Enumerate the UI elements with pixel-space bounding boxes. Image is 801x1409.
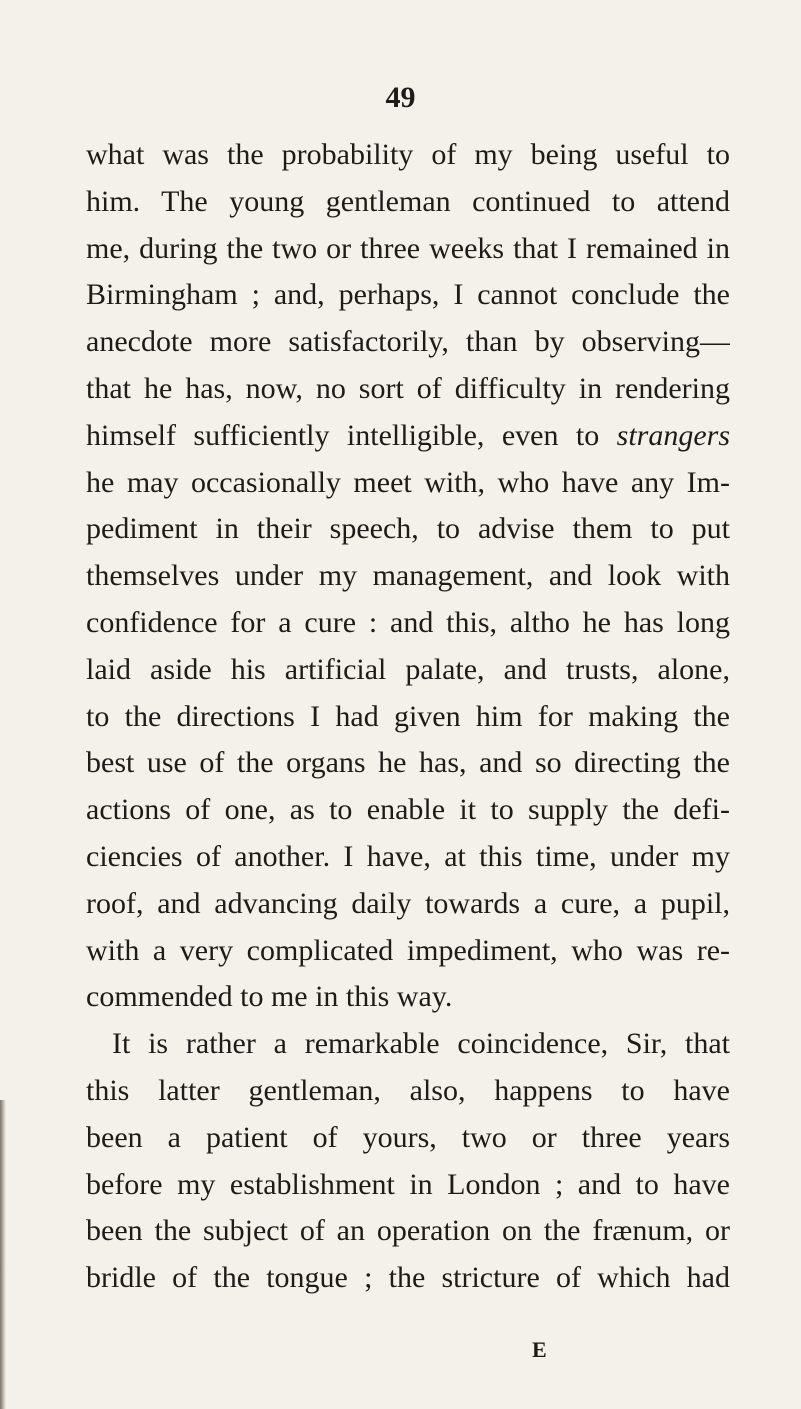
text-line: before my establishment in London ; and to have [86,1167,730,1201]
text-line: ciencies of another. I have, at this time, under my [86,839,730,873]
text-line: It is rather a remarkable coincidence, Sir, that [112,1027,730,1061]
text-line: been a patient of yours, two or three years [86,1120,730,1154]
text-line: to the directions I had given him for making the [86,699,730,733]
text-line: anecdote more satisfactorily, than by observing— [86,325,730,359]
text-line: themselves under my management, and look with [86,559,730,593]
text-line: actions of one, as to enable it to supply the defi- [86,793,730,827]
text-line: confidence for a cure : and this, altho he has long [86,605,730,639]
text-line: me, during the two or three weeks that I remained in [86,231,730,265]
text-line: he may occasionally meet with, who have any Im- [86,465,730,499]
page-edge-shadow [0,1100,6,1409]
text-line: with a very complicated impediment, who was re- [86,933,730,967]
text-line: Birmingham ; and, perhaps, I cannot conclude the [86,278,730,312]
text-line: him. The young gentleman continued to attend [86,184,730,218]
text-line: that he has, now, no sort of difficulty in rendering [86,371,730,405]
text-line-with-emphasis [86,413,730,460]
text-line: commended to me in this way. [86,980,453,1014]
signature-mark: E [532,1337,547,1362]
italic-word: strangers [616,418,730,452]
text-line-start: himself sufficiently intelligible, even to [86,418,600,452]
text-line: this latter gentleman, also, happens to have [86,1073,730,1107]
page-number: 49 [385,81,416,114]
text-line: what was the probability of my being useful to [86,138,730,171]
text-line: pediment in their speech, to advise them to put [86,512,730,546]
text-line: best use of the organs he has, and so directing the [86,746,730,780]
text-line: roof, and advancing daily towards a cure, a pupil, [86,886,730,920]
body-text [86,132,730,1302]
text-line: been the subject of an operation on the frænum, or [86,1214,730,1248]
text-line: bridle of the tongue ; the stricture of which had [86,1261,730,1295]
text-line: laid aside his artificial palate, and trusts, alone, [86,652,730,686]
